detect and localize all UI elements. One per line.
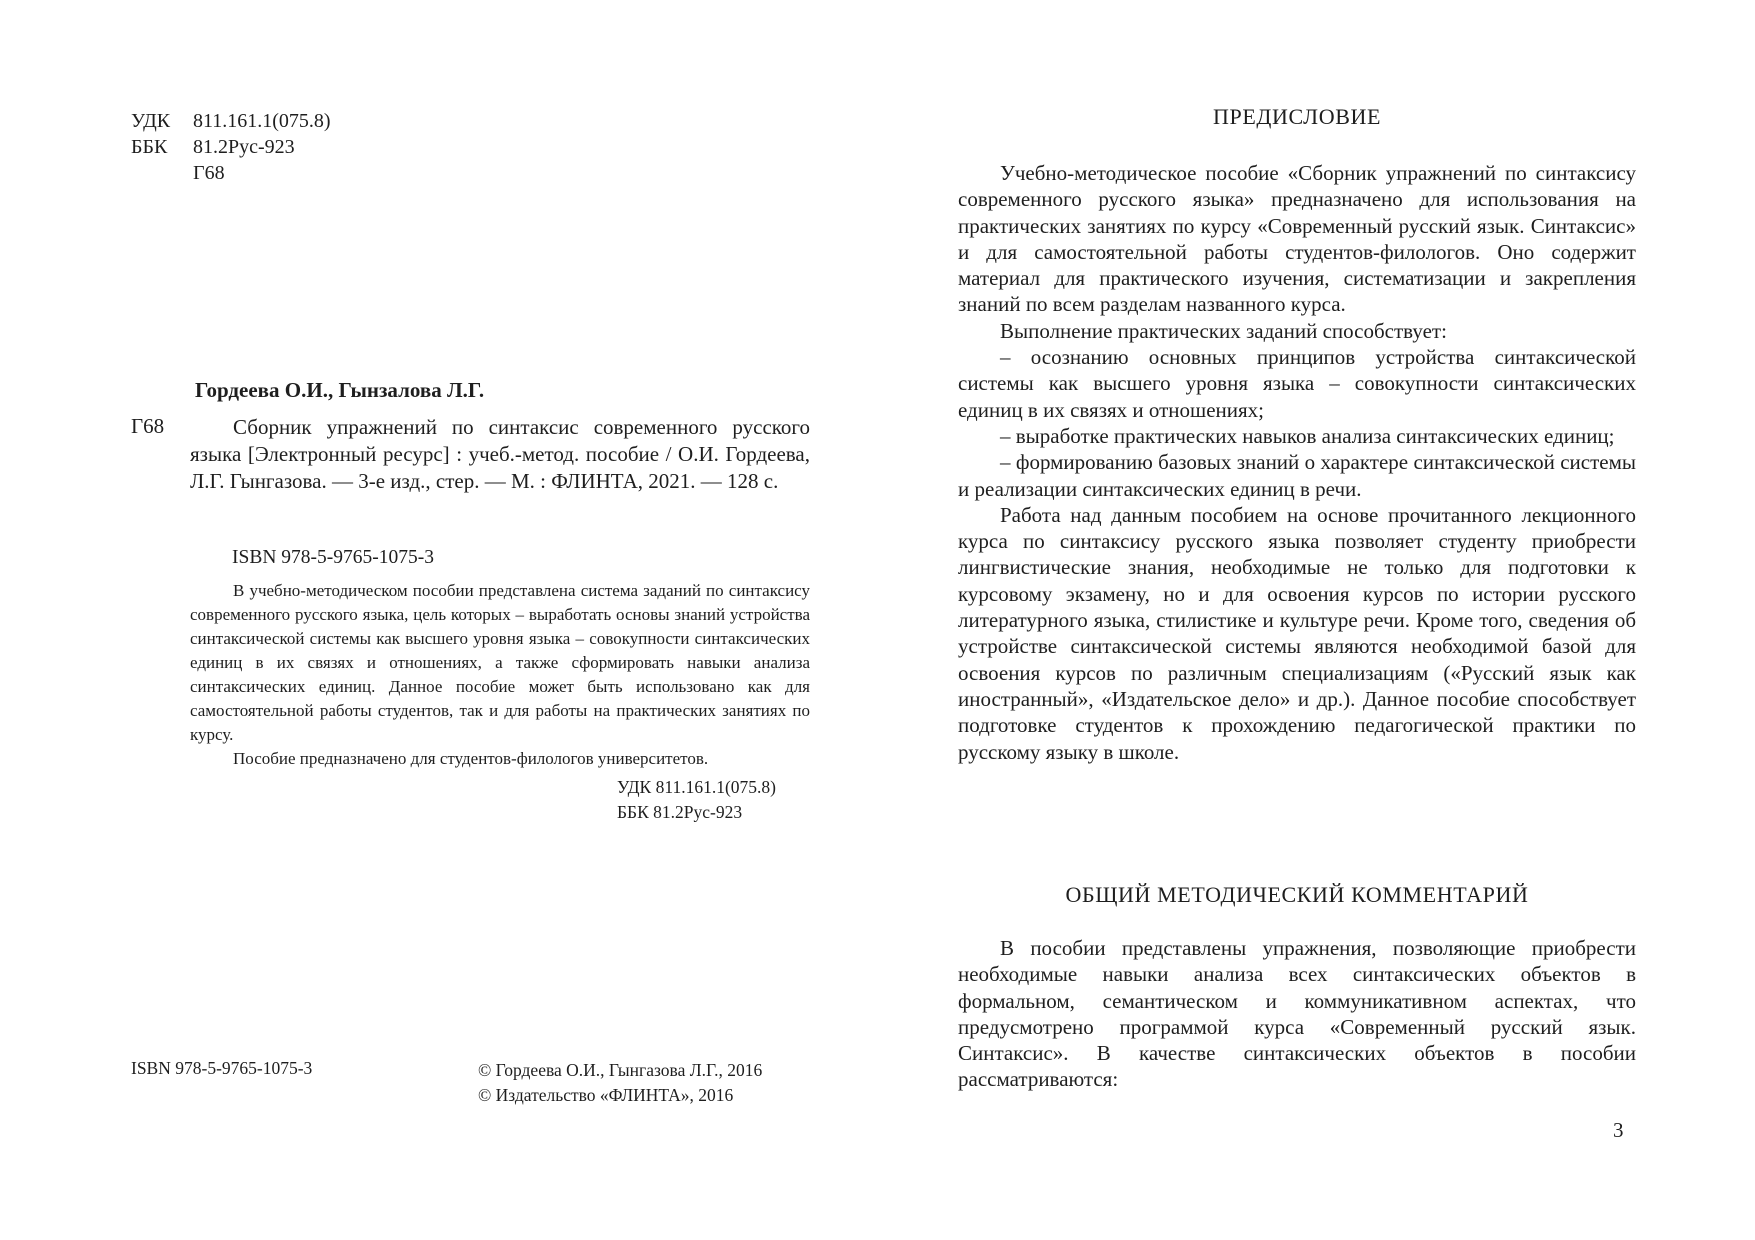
annotation (190, 579, 810, 771)
bbk-label: ББК (131, 136, 168, 158)
classification-codes (617, 775, 776, 825)
comment-body (958, 935, 1636, 1093)
preface-paragraph: Выполнение практических заданий способствует: (1000, 318, 1447, 343)
preface-body (958, 160, 1636, 765)
preface-title: ПРЕДИСЛОВИЕ (1213, 104, 1381, 129)
preface-paragraph: Учебно-методическое пособие «Сборник упражнений по синтаксису современного русского языка» предназначено для использования на практических занятиях по курсу «Современный русский язык. Синтаксис» и для самостоятельной работы студентов-филологов. Оно содержит материал для практического изучения, систематизации и закрепления знаний по всем разделам названного курса. (958, 161, 1636, 317)
classification-block (131, 108, 331, 186)
isbn-bottom: ISBN 978-5-9765-1075-3 (131, 1058, 313, 1078)
left-page (0, 0, 877, 1240)
bbk-code: ББК 81.2Рус-923 (617, 802, 743, 822)
copyright-block (478, 1058, 762, 1108)
preface-list-item: – формированию базовых знаний о характере синтаксической системы и реализации синтаксических единиц в речи. (958, 450, 1636, 501)
isbn-line: ISBN 978-5-9765-1075-3 (232, 547, 435, 568)
comment-paragraph: В пособии представлены упражнения, позволяющие приобрести необходимые навыки анализа всех синтаксических объектов в формальном, семантическом и коммуникативном аспектах, что предусмотрено программой курса «Современный русский язык. Синтаксис». В качестве синтаксических объектов в пособии рассматриваются: (958, 936, 1636, 1092)
udk-label: УДК (131, 110, 171, 132)
preface-list-item: – выработке практических навыков анализа синтаксических единиц; (1000, 423, 1615, 448)
annotation-paragraph: В учебно-методическом пособии представлена система заданий по синтаксису современного русского языка, цель которых – выработать основы знаний устройства синтаксической системы как высшего уровня языка – совокупности синтаксических единиц в их связях и отношениях, а также сформировать навыки анализа синтаксических единиц. Данное пособие может быть использовано как для самостоятельной работы студентов, так и для работы на практических занятиях по курсу. (190, 581, 810, 744)
authors-heading: Гордеева О.И., Гынзалова Л.Г. (195, 378, 485, 402)
author-sign: Г68 (193, 162, 225, 184)
page-number: 3 (1613, 1118, 1624, 1142)
udk-value: 811.161.1(075.8) (193, 110, 331, 132)
copyright-authors: © Гордеева О.И., Гынгазова Л.Г., 2016 (478, 1060, 763, 1080)
bibliographic-entry: Сборник упражнений по синтаксис современного русского языка [Электронный ресурс] : учеб.-метод. пособие / О.И. Гордеева, Л.Г. Гынгазова. — 3-е изд., стер. — М. : ФЛИНТА, 2021. — 128 с. (190, 415, 810, 493)
preface-paragraph: Работа над данным пособием на основе прочитанного лекционного курса по синтаксису русского языка позволяет студенту приобрести лингвистические знания, необходимые не только для подготовки к курсовому экзамену, но и для освоения курсов по истории русского литературного языка, стилистике и культуре речи. Кроме того, сведения об устройстве синтаксической системы являются необходимой базой для освоения курсов по различным специализациям («Русский язык как иностранный», «Издательское дело» и др.). Данное пособие способствует подготовке студентов к прохождению педагогической практики по русскому языку в школе. (958, 502, 1636, 764)
preface-list-item: – осознанию основных принципов устройства синтаксической системы как высшего уровня языка – совокупности синтаксических единиц в их связях и отношениях; (958, 345, 1636, 422)
copyright-publisher: © Издательство «ФЛИНТА», 2016 (478, 1085, 734, 1105)
annotation-paragraph: Пособие предназначено для студентов-филологов университетов. (233, 749, 709, 768)
entry-code: Г68 (131, 414, 165, 438)
udk-code: УДК 811.161.1(075.8) (617, 777, 776, 797)
comment-title: ОБЩИЙ МЕТОДИЧЕСКИЙ КОММЕНТАРИЙ (1065, 882, 1529, 907)
bbk-value: 81.2Рус-923 (193, 136, 295, 158)
